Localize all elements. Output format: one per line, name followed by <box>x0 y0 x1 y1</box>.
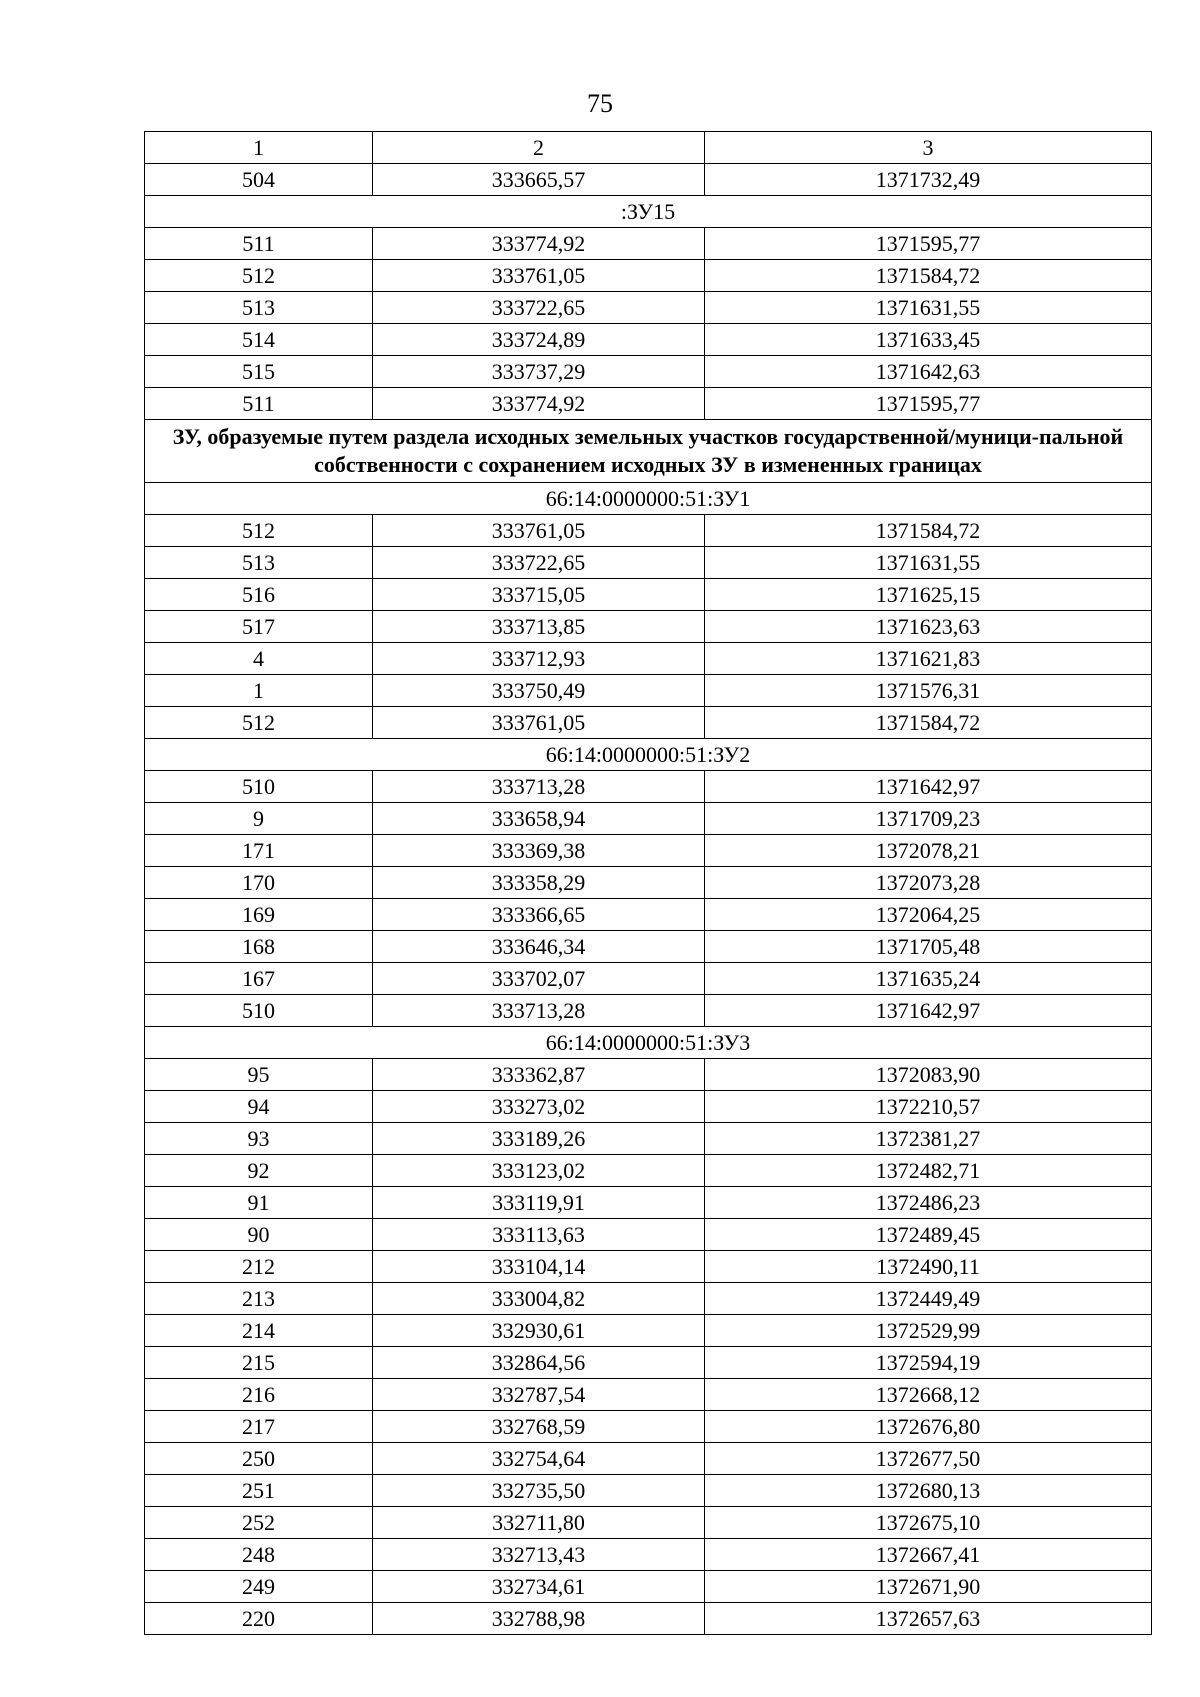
table-cell: 169 <box>145 899 373 931</box>
table-cell: 92 <box>145 1155 373 1187</box>
table-row <box>145 707 1152 739</box>
table-row <box>145 867 1152 899</box>
table-cell: 9 <box>145 803 373 835</box>
table-cell: 511 <box>145 228 373 260</box>
table-row <box>145 547 1152 579</box>
table-row <box>145 835 1152 867</box>
table-row <box>145 1379 1152 1411</box>
group-label-row <box>145 483 1152 515</box>
table-cell: 4 <box>145 643 373 675</box>
table-cell: 91 <box>145 1187 373 1219</box>
table-cell: 332864,56 <box>373 1347 705 1379</box>
table-cell: 1371584,72 <box>705 260 1152 292</box>
table-row <box>145 1603 1152 1635</box>
table-cell: 1371621,83 <box>705 643 1152 675</box>
table-row <box>145 1507 1152 1539</box>
table-header-row <box>145 132 1152 164</box>
table-cell: 90 <box>145 1219 373 1251</box>
table-row <box>145 292 1152 324</box>
table-cell: 332711,80 <box>373 1507 705 1539</box>
table-cell: 517 <box>145 611 373 643</box>
table-cell: 513 <box>145 547 373 579</box>
table-cell: 1372677,50 <box>705 1443 1152 1475</box>
table-cell: 1371705,48 <box>705 931 1152 963</box>
group-label-row <box>145 1027 1152 1059</box>
table-row <box>145 1123 1152 1155</box>
table-cell: 512 <box>145 260 373 292</box>
table-cell: 332735,50 <box>373 1475 705 1507</box>
group-label: 66:14:0000000:51:ЗУ3 <box>145 1027 1152 1059</box>
table-cell: 332768,59 <box>373 1411 705 1443</box>
table-row <box>145 164 1152 196</box>
table-row <box>145 611 1152 643</box>
table-cell: 333761,05 <box>373 515 705 547</box>
table-cell: 333722,65 <box>373 547 705 579</box>
table-row <box>145 1251 1152 1283</box>
table-cell: 1372671,90 <box>705 1571 1152 1603</box>
table-cell: 213 <box>145 1283 373 1315</box>
table-cell: 333702,07 <box>373 963 705 995</box>
table-cell: 1371623,63 <box>705 611 1152 643</box>
table-cell: 94 <box>145 1091 373 1123</box>
table-row <box>145 1443 1152 1475</box>
table-cell: 333761,05 <box>373 707 705 739</box>
table-cell: 333737,29 <box>373 356 705 388</box>
table-cell: 1372676,80 <box>705 1411 1152 1443</box>
table-row <box>145 963 1152 995</box>
table-cell: 1372675,10 <box>705 1507 1152 1539</box>
group-label: 66:14:0000000:51:ЗУ1 <box>145 483 1152 515</box>
table-row <box>145 1411 1152 1443</box>
table-cell: 333665,57 <box>373 164 705 196</box>
table-cell: 248 <box>145 1539 373 1571</box>
table-cell: 333189,26 <box>373 1123 705 1155</box>
table-cell: 1371642,97 <box>705 995 1152 1027</box>
section-heading: ЗУ, образуемые путем раздела исходных земельных участков государственной/муници-пальной собственности с сохранением исходных ЗУ в измененных границах <box>145 420 1152 483</box>
table-cell: 1372381,27 <box>705 1123 1152 1155</box>
table-cell: 1372486,23 <box>705 1187 1152 1219</box>
table-cell: 1371625,15 <box>705 579 1152 611</box>
column-header: 2 <box>373 132 705 164</box>
column-header: 1 <box>145 132 373 164</box>
table-cell: 217 <box>145 1411 373 1443</box>
table-row <box>145 1571 1152 1603</box>
table-cell: 333715,05 <box>373 579 705 611</box>
table-cell: 333113,63 <box>373 1219 705 1251</box>
table-cell: 333774,92 <box>373 228 705 260</box>
table-cell: 332788,98 <box>373 1603 705 1635</box>
table-cell: 1372529,99 <box>705 1315 1152 1347</box>
table-row <box>145 643 1152 675</box>
table-cell: 95 <box>145 1059 373 1091</box>
table-cell: 333273,02 <box>373 1091 705 1123</box>
table-row <box>145 675 1152 707</box>
table-cell: 504 <box>145 164 373 196</box>
table-cell: 332930,61 <box>373 1315 705 1347</box>
table-cell: 333119,91 <box>373 1187 705 1219</box>
table-cell: 333724,89 <box>373 324 705 356</box>
table-cell: 516 <box>145 579 373 611</box>
group-label: 66:14:0000000:51:ЗУ2 <box>145 739 1152 771</box>
table-row <box>145 1347 1152 1379</box>
table-cell: 333366,65 <box>373 899 705 931</box>
table-cell: 1372073,28 <box>705 867 1152 899</box>
table-cell: 510 <box>145 995 373 1027</box>
table-row <box>145 899 1152 931</box>
table-cell: 252 <box>145 1507 373 1539</box>
table-cell: 333123,02 <box>373 1155 705 1187</box>
table-row <box>145 1155 1152 1187</box>
column-header: 3 <box>705 132 1152 164</box>
table-row <box>145 579 1152 611</box>
table-row <box>145 1059 1152 1091</box>
table-cell: 1372680,13 <box>705 1475 1152 1507</box>
table-cell: 1371631,55 <box>705 547 1152 579</box>
page-number: 75 <box>587 89 613 118</box>
table-cell: 1372449,49 <box>705 1283 1152 1315</box>
table-row <box>145 771 1152 803</box>
table-row <box>145 388 1152 420</box>
table-cell: 212 <box>145 1251 373 1283</box>
group-label-row <box>145 196 1152 228</box>
table-row <box>145 1219 1152 1251</box>
coordinates-table <box>144 131 1152 1635</box>
table-body <box>145 132 1152 1635</box>
table-cell: 1372657,63 <box>705 1603 1152 1635</box>
table-row <box>145 1315 1152 1347</box>
section-heading-row <box>145 420 1152 483</box>
table-cell: 215 <box>145 1347 373 1379</box>
table-row <box>145 228 1152 260</box>
table-cell: 249 <box>145 1571 373 1603</box>
table-cell: 1371732,49 <box>705 164 1152 196</box>
table-cell: 332734,61 <box>373 1571 705 1603</box>
table-row <box>145 1475 1152 1507</box>
table-cell: 333774,92 <box>373 388 705 420</box>
table-cell: 333646,34 <box>373 931 705 963</box>
table-cell: 1371576,31 <box>705 675 1152 707</box>
table-cell: 510 <box>145 771 373 803</box>
table-cell: 333658,94 <box>373 803 705 835</box>
table-cell: 333722,65 <box>373 292 705 324</box>
table-row <box>145 1539 1152 1571</box>
table-cell: 1371642,63 <box>705 356 1152 388</box>
table-cell: 333712,93 <box>373 643 705 675</box>
table-cell: 1372668,12 <box>705 1379 1152 1411</box>
table-row <box>145 931 1152 963</box>
table-row <box>145 995 1152 1027</box>
table-cell: 1372594,19 <box>705 1347 1152 1379</box>
table-row <box>145 260 1152 292</box>
table-row <box>145 324 1152 356</box>
table-cell: 1372489,45 <box>705 1219 1152 1251</box>
table-cell: 220 <box>145 1603 373 1635</box>
table-cell: 512 <box>145 707 373 739</box>
table-cell: 250 <box>145 1443 373 1475</box>
table-cell: 1 <box>145 675 373 707</box>
table-cell: 514 <box>145 324 373 356</box>
table-cell: 513 <box>145 292 373 324</box>
table-cell: 171 <box>145 835 373 867</box>
table-cell: 1372064,25 <box>705 899 1152 931</box>
table-row <box>145 515 1152 547</box>
table-row <box>145 803 1152 835</box>
table-cell: 1371595,77 <box>705 228 1152 260</box>
group-label: :ЗУ15 <box>145 196 1152 228</box>
table-cell: 333713,28 <box>373 771 705 803</box>
table-cell: 333761,05 <box>373 260 705 292</box>
table-cell: 1371635,24 <box>705 963 1152 995</box>
table-cell: 168 <box>145 931 373 963</box>
table-cell: 333358,29 <box>373 867 705 899</box>
table-cell: 333369,38 <box>373 835 705 867</box>
table-cell: 1372667,41 <box>705 1539 1152 1571</box>
table-row <box>145 356 1152 388</box>
table-cell: 333362,87 <box>373 1059 705 1091</box>
table-cell: 1371631,55 <box>705 292 1152 324</box>
table-cell: 1371633,45 <box>705 324 1152 356</box>
table-cell: 332713,43 <box>373 1539 705 1571</box>
table-cell: 333004,82 <box>373 1283 705 1315</box>
table-cell: 1372490,11 <box>705 1251 1152 1283</box>
table-cell: 333750,49 <box>373 675 705 707</box>
group-label-row <box>145 739 1152 771</box>
table-cell: 170 <box>145 867 373 899</box>
table-cell: 1371709,23 <box>705 803 1152 835</box>
table-cell: 93 <box>145 1123 373 1155</box>
table-row <box>145 1187 1152 1219</box>
table-cell: 251 <box>145 1475 373 1507</box>
table-cell: 1371584,72 <box>705 707 1152 739</box>
table-cell: 512 <box>145 515 373 547</box>
table-cell: 216 <box>145 1379 373 1411</box>
table-cell: 1371642,97 <box>705 771 1152 803</box>
table-row <box>145 1283 1152 1315</box>
table-cell: 1371584,72 <box>705 515 1152 547</box>
table-cell: 167 <box>145 963 373 995</box>
table-cell: 1371595,77 <box>705 388 1152 420</box>
table-cell: 1372210,57 <box>705 1091 1152 1123</box>
table-cell: 332787,54 <box>373 1379 705 1411</box>
table-cell: 1372482,71 <box>705 1155 1152 1187</box>
table-row <box>145 1091 1152 1123</box>
table-cell: 332754,64 <box>373 1443 705 1475</box>
table-cell: 333713,85 <box>373 611 705 643</box>
table-cell: 1372078,21 <box>705 835 1152 867</box>
table-cell: 515 <box>145 356 373 388</box>
table-cell: 1372083,90 <box>705 1059 1152 1091</box>
table-cell: 511 <box>145 388 373 420</box>
table-cell: 333104,14 <box>373 1251 705 1283</box>
table-cell: 214 <box>145 1315 373 1347</box>
table-cell: 333713,28 <box>373 995 705 1027</box>
